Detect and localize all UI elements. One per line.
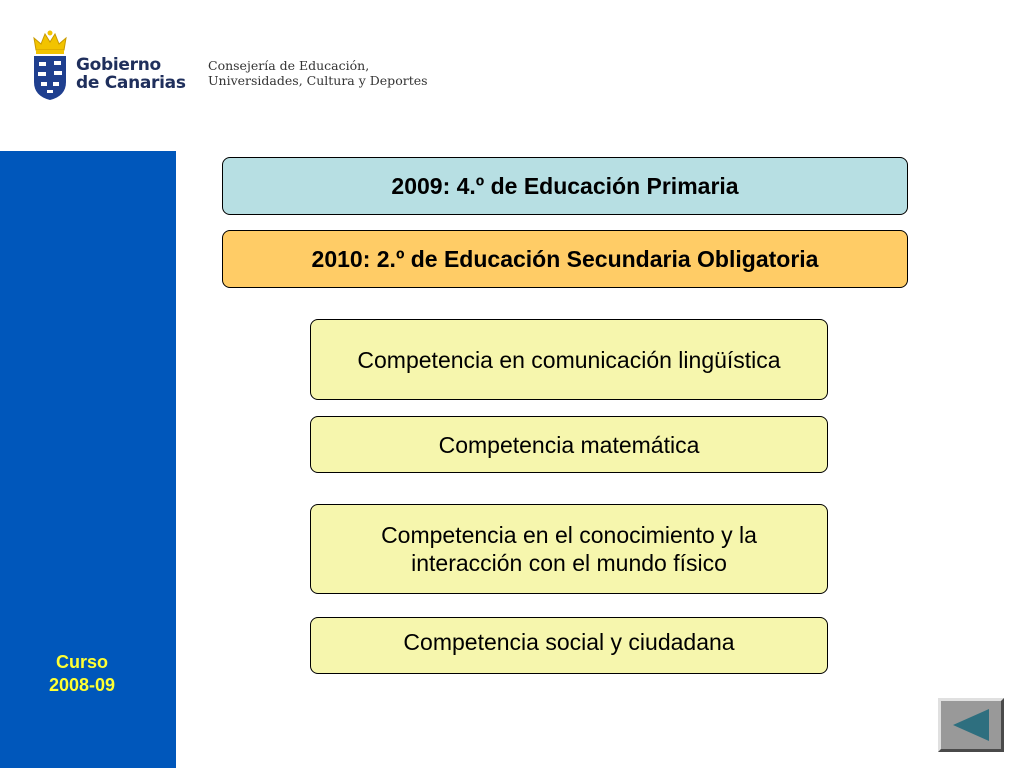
triangle-left-icon [951,707,991,743]
department-name [208,58,428,88]
competencia-matematica-box: Competencia matemática [310,416,828,473]
gobierno-canarias-logo [30,30,186,102]
crown-shield-icon [30,30,70,102]
year-2010-banner: 2010: 2.º de Educación Secundaria Obligatoria [222,230,908,288]
competencia-social-box: Competencia social y ciudadana [310,617,828,674]
competencia-linguistica-box: Competencia en comunicación lingüística [310,319,828,400]
curso-line-2: 2008-09 [48,675,116,695]
back-button[interactable] [938,698,1004,752]
logo-line-1: Gobierno [76,55,161,75]
logo-line-2: de Canarias [76,73,186,93]
curso-line-1: Curso [55,652,108,672]
logo-wordmark [76,56,186,92]
department-line-2: Universidades, Cultura y Deportes [208,73,428,88]
department-line-1: Consejería de Educación, [208,58,370,73]
curso-label [0,651,164,697]
year-2009-banner: 2009: 4.º de Educación Primaria [222,157,908,215]
sidebar [0,151,176,768]
competencia-mundo-fisico-box: Competencia en el conocimiento y la interacción con el mundo físico [310,504,828,594]
